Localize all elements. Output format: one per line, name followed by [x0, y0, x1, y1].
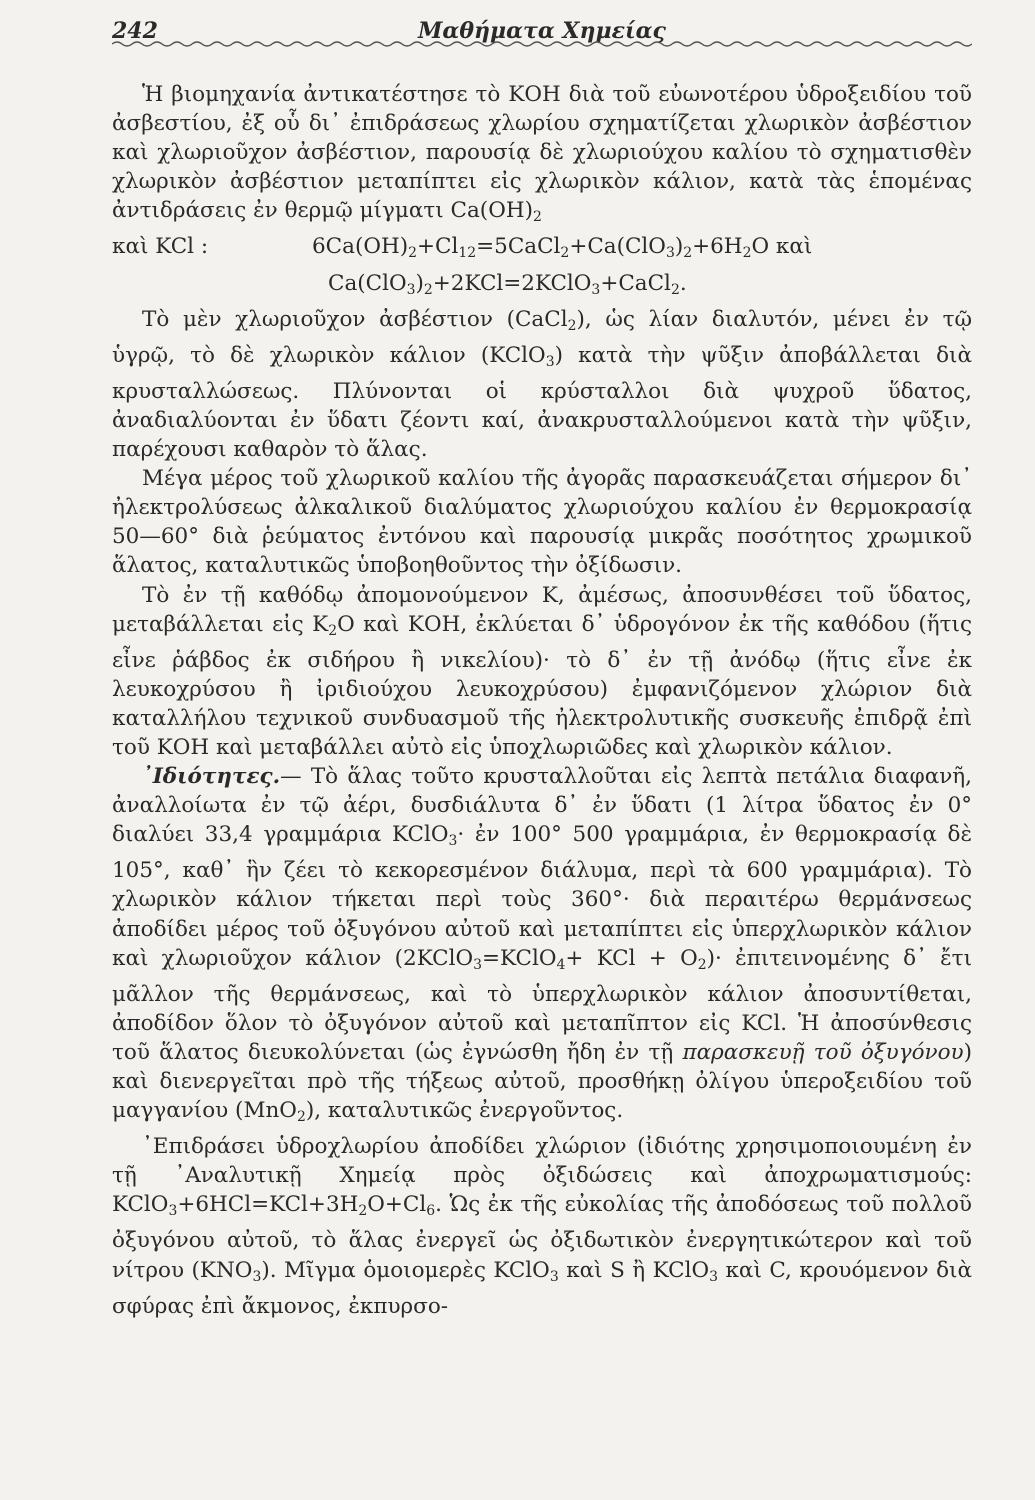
- running-title: Μαθήματα Χημείας: [418, 18, 666, 44]
- page-number: 242: [112, 18, 158, 44]
- equation-lead: καὶ KCl :: [112, 234, 209, 260]
- paragraph-cathode-anode: Τὸ ἐν τῇ καθόδῳ ἀπομονούμενον Κ, ἀμέσως, ἀποσυνθέσει τοῦ ὕδατος, μεταβάλλεται εἰς $K_2O$ καὶ ΚΟΗ, ἐκλύεται δ᾿ ὑδρογόνον ἐκ τῆς καθόδου (ἥτις εἶνε ῥάβδος ἐκ σιδήρου ἢ νικελίου)· τὸ δ᾿ ἐν τῇ ἀνόδῳ (ἥτις εἶνε ἐκ λευκοχρύσου ἢ ἰριδιούχου λευκοχρύσου) ἐμφανιζόμενον χλώριον διὰ καταλλήλου τεχνικοῦ συνδυασμοῦ τῆς ἠλεκτρολυτικῆς συσκευῆς ἐπιδρᾷ ἐπὶ τοῦ ΚΟΗ καὶ μεταβάλλει αὐτὸ εἰς ὑποχλωριῶδες καὶ χλωρικὸν κάλιον.: [112, 582, 972, 760]
- paragraph-electrolysis: Μέγα μέρος τοῦ χλωρικοῦ καλίου τῆς ἀγορᾶς παρασκευάζεται σήμερον δι᾿ ἠλεκτρολύσεως ἀλκαλικοῦ διαλύματος χλωριούχου καλίου ἐν θερμοκρασίᾳ 50—60° διὰ ῥεύματος ἐντόνου καὶ παρουσίᾳ μικρᾶς ποσότητος χρωμικοῦ ἅλατος, καταλυτικῶς ὑποβοηθοῦντος τὴν ὀξίδωσιν.: [112, 466, 972, 579]
- paragraph-properties: ᾿Ιδιότητες.— Τὸ ἅλας τοῦτο κρυσταλλοῦται εἰς λεπτὰ πετάλια διαφανῆ, ἀναλλοίωτα ἐν τῷ ἀέρι, δυσδιάλυτα δ᾿ ἐν ὕδατι (1 λίτρα ὕδατος ἐν 0° διαλύει 33,4 γραμμάρια KClO$_3$· ἐν 100° 500 γραμμάρια, ἐν θερμοκρασίᾳ δὲ 105°, καθ᾿ ἣν ζέει τὸ κεκορεσμένον διάλυμα, περὶ τὰ 600 γραμμάρια). Τὸ χλωρικὸν κάλιον τήκεται περὶ τοὺς 360°· διὰ περαιτέρω θερμάνσεως ἀποδίδει μέρος τοῦ ὀξυγόνου αὐτοῦ καὶ μεταπίπτει εἰς ὑπερχλωρικὸν κάλιον καὶ χλωριοῦχον κάλιον (2KClO$_3$=KClO$_4$+ KCl + $O_2)\cdot$ ἐπιτεινομένης δ᾿ ἔτι μᾶλλον τῆς θερμάνσεως, καὶ τὸ ὑπερχλωρικὸν κάλιον ἀποσυντίθεται, ἀποδίδον ὅλον τὸ ὀξυγόνον αὐτοῦ καὶ μεταπῖπτον εἰς KCl. Ἡ ἀποσύνθεσις τοῦ ἅλατος διευκολύνεται (ὡς ἐγνώσθη ἤδη ἐν τῇ παρασκευῇ τοῦ ὀξυγόνου) καὶ διενεργεῖται πρὸ τῆς τήξεως αὐτοῦ, προσθήκῃ ὀλίγου ὑπεροξειδίου τοῦ μαγγανίου (MnO$_2$), καταλυτικῶς ἐνεργοῦντος.: [112, 764, 972, 1126]
- paragraph-hydrochloric-acid: ᾿Επιδράσει ὑδροχλωρίου ἀποδίδει χλώριον (ἰδιότης χρησιμοποιουμένη ἐν τῇ ᾿Αναλυτικῇ Χημείᾳ πρὸς ὀξιδώσεις καὶ ἀποχρωματισμούς: $KClO_3+6HCl=KCl+3H_2O+Cl_6$. Ὡς ἐκ τῆς εὐκολίας τῆς ἀποδόσεως τοῦ πολλοῦ ὀξυγόνου αὐτοῦ, τὸ ἅλας ἐνεργεῖ ὡς ὀξιδωτικὸν ἐνεργητικώτερον καὶ τοῦ νίτρου $(KNO_3)$. Μῖγμα ὁμοιομερὲς KClO$_3$ καὶ S ἢ KClO$_3$ καὶ C, κρουόμενον διὰ σφύρας ἐπὶ ἄκμονος, ἐκπυρσο-: [112, 1134, 972, 1319]
- section-heading-properties: ᾿Ιδιότητες.: [142, 764, 281, 790]
- decorative-wavy-rule: [112, 38, 972, 50]
- paragraph-industrial-production: Ἡ βιομηχανία ἀντικατέστησε τὸ ΚΟΗ διὰ τοῦ εὐωνοτέρου ὑδροξειδίου τοῦ ἀσβεστίου, ἐξ οὗ δι᾿ ἐπιδράσεως χλωρίου σχηματίζεται χλωρικὸν ἀσβέστιον καὶ χλωριοῦχον ἀσβέστιον, παρουσίᾳ δὲ χλωριούχου καλίου τὸ σχηματισθὲν χλωρικὸν ἀσβέστιον μεταπίπτει εἰς χλωρικὸν κάλιον, κατὰ τὰς ἑπομένας ἀντιδράσεις ἐν θερμῷ μίγματι $Ca(OH)_2$: [112, 82, 972, 226]
- paragraph-crystallization: Τὸ μὲν χλωριοῦχον ἀσβέστιον (CaCl$_2$), ὡς λίαν διαλυτόν, μένει ἐν τῷ ὑγρῷ, τὸ δὲ χλωρικὸν κάλιον (KClO$_3$) κατὰ τὴν ψῦξιν ἀποβάλλεται διὰ κρυσταλλώσεως. Πλύνονται οἱ κρύσταλλοι διὰ ψυχροῦ ὕδατος, ἀναδιαλύονται ἐν ὕδατι ζέοντι καί, ἀνακρυσταλλούμενοι κατὰ τὴν ψῦξιν, παρέχουσι καθαρὸν τὸ ἅλας.: [112, 306, 973, 463]
- equation-1-formula: $6Ca(OH)_2+Cl_{12}=5CaCl_2+Ca(ClO_3)_2+6H_2O$ καὶ: [312, 234, 813, 262]
- equation-1: [112, 232, 972, 268]
- page-body: [112, 80, 972, 1321]
- equation-2: $Ca(ClO_3)_2+2KCl=2KClO_3+CaCl_2$.: [328, 270, 687, 298]
